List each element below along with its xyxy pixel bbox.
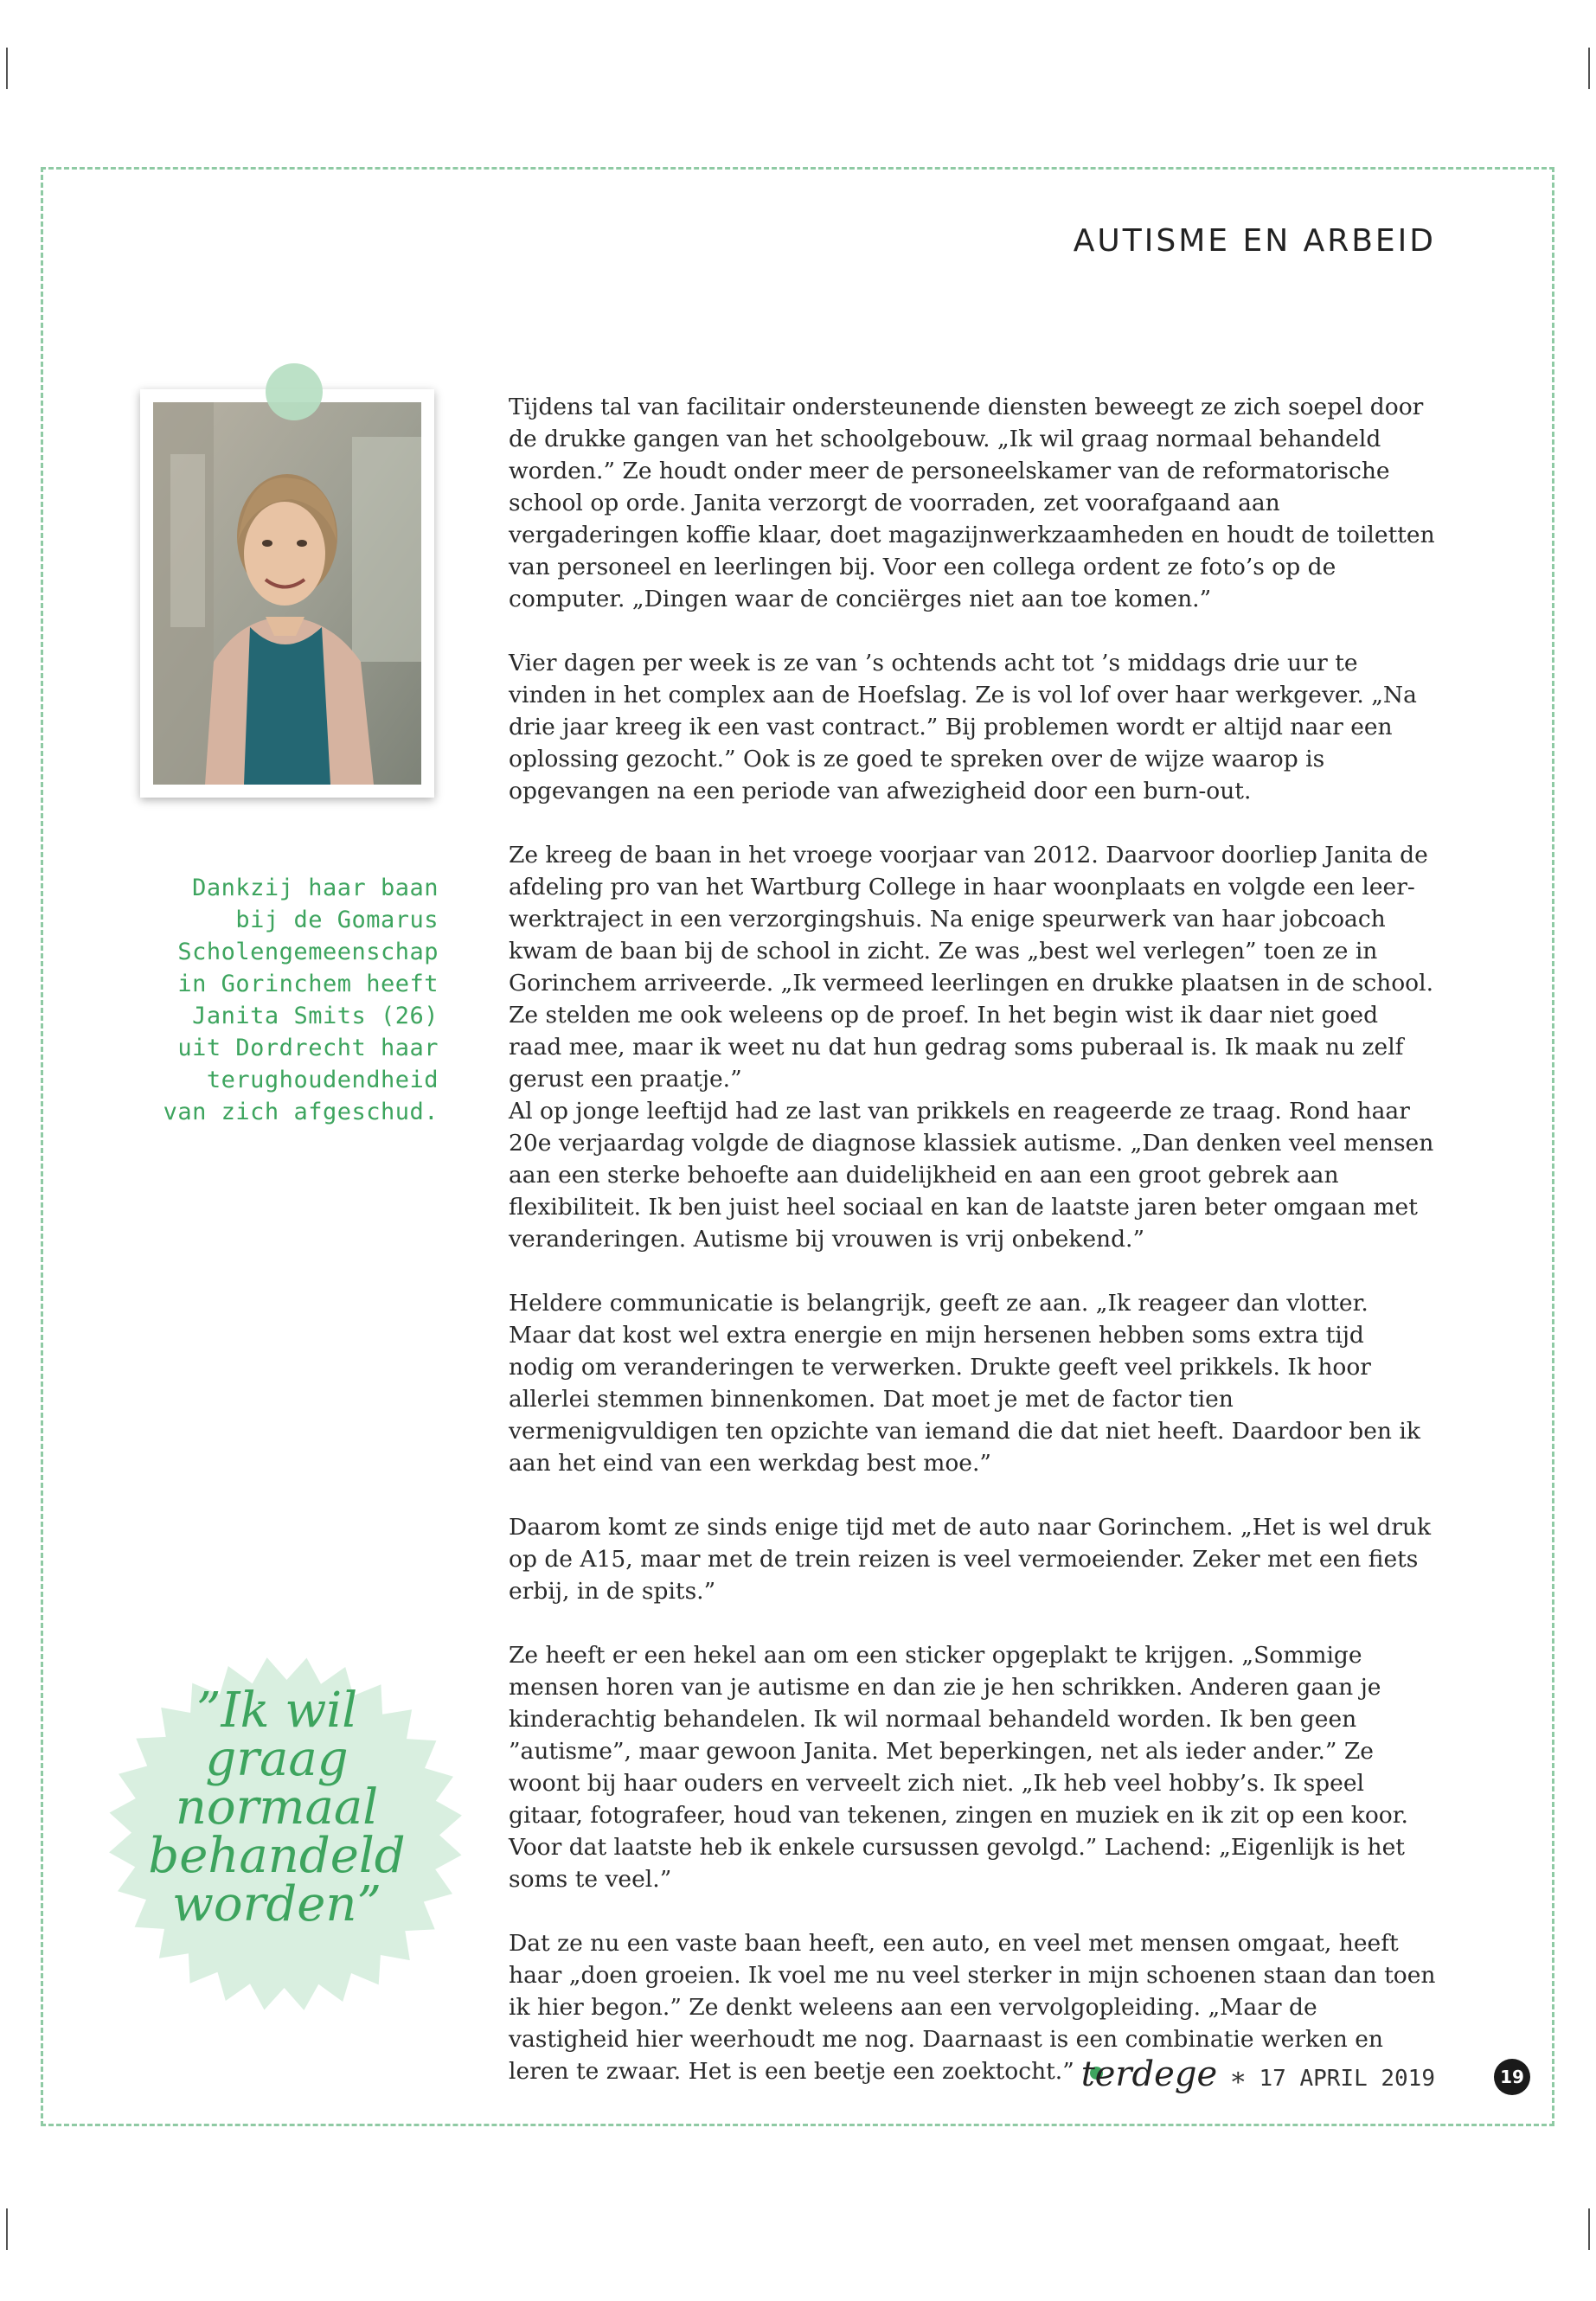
crop-mark-bottom-right	[1588, 2208, 1590, 2250]
portrait-image	[153, 402, 421, 785]
separator-star: ∗	[1229, 2062, 1247, 2093]
intro-line: Scholengemeenschap	[177, 939, 439, 965]
issue-date: 17 APRIL 2019	[1259, 2066, 1435, 2092]
intro-line: Dankzij haar baan	[192, 875, 439, 901]
pull-quote-line: behandeld	[148, 1828, 406, 1884]
page-number: 19	[1494, 2059, 1530, 2095]
intro-text	[149, 872, 439, 1128]
intro-line: uit Dordrecht haar	[177, 1035, 439, 1061]
portrait-photo	[140, 389, 434, 798]
article-paragraph: Al op jonge leeftijd had ze last van prikkels en reageerde ze traag. Rond haar 20e verjaardag volgde de diagnose klassiek autisme. „Dan denken veel mensen aan een sterke behoefte aan duidelijkheid en aan een groot gebrek aan flexibiliteit. Ik ben juist heel sociaal en kan de laatste jaren beter omgaan met veranderingen. Autisme bij vrouwen is vrij onbekend.”	[509, 1098, 1434, 1253]
article-paragraph: Ze kreeg de baan in het vroege voorjaar van 2012. Daarvoor doorliep Janita de afdeling pro van het Wartburg College in haar woonplaats en volgde een leer-werktraject in een verzorgingshuis. Na enige speurwerk van haar jobcoach kwam de baan bij de school in zicht. Ze was „best wel verlegen” toen ze in Gorinchem arriveerde. „Ik vermeed leerlingen en drukke plaatsen in de school. Ze stelden me ook weleens op de proef. In het begin wist ik daar niet goed raad mee, maar ik weet nu dat hun gedrag soms puberaal is. Ik maak nu zelf gerust een praatje.”	[509, 842, 1434, 1093]
article-body	[509, 391, 1436, 2087]
intro-line: Janita Smits (26)	[192, 1003, 439, 1029]
article-paragraph: Heldere communicatie is belangrijk, geeft ze aan. „Ik reageer dan vlotter. Maar dat kost wel extra energie en mijn hersenen hebben soms extra tijd nodig om veranderingen te verwerken. Drukte geeft veel prikkels. Ik hoor allerlei stemmen binnenkomen. Dat moet je met de factor tien vermenigvuldigen ten opzichte van iemand die dat niet heeft. Daardoor ben ik aan het eind van een werkdag best moe.”	[509, 1290, 1420, 1477]
footer	[1081, 2054, 1435, 2094]
crop-mark-top-right	[1588, 48, 1590, 89]
pull-quote-line: normaal	[175, 1779, 379, 1836]
article-paragraph-text: Dat ze nu een vaste baan heeft, een auto, en veel met mensen omgaat, heeft haar „doen groeien. Ik voel me nu veel sterker in mijn schoenen staan dan toen ik hier begon.” Ze denkt weleens aan een vervolgopleiding. „Maar de vastigheid hier weerhoudt me nog. Daarnaast is een combinatie werken en leren te zwaar. Het is een beetje een zoektocht.”	[509, 1930, 1436, 2085]
article-paragraph: Ze heeft er een hekel aan om een sticker opgeplakt te krijgen. „Sommige mensen horen van je autisme en dan zie je hen schrikken. Anderen gaan je kinderachtig behandelen. Ik wil normaal behandeld worden. Ik ben geen ”autisme”, maar gewoon Janita. Met beperkingen, net als ieder ander.” Ze woont bij haar ouders en verveelt zich niet. „Ik heb veel hobby’s. Ik speel gitaar, fotografeer, houd van tekenen, zingen en muziek en ik zit op een koor. Voor dat laatste heb ik enkele cursussen gevolgd.” Lachend: „Eigenlijk is het soms te veel.”	[509, 1642, 1408, 1893]
pull-quote-line: worden”	[171, 1876, 382, 1932]
intro-line: terughoudendheid	[206, 1067, 439, 1093]
photo-pin-dot	[266, 363, 323, 420]
intro-line: van zich afgeschud.	[163, 1099, 439, 1125]
article-paragraph: Tijdens tal van facilitair ondersteunende diensten beweegt ze zich soepel door de drukke gangen van het schoolgebouw. „Ik wil graag normaal behandeld worden.” Ze houdt onder meer de personeelskamer van de reformatorische school op orde. Janita verzorgt de voorraden, zet voorafgaand aan vergaderingen koffie klaar, doet magazijnwerkzaamheden en houdt de toiletten van personeel en leerlingen bij. Voor een collega ordent ze foto’s op de computer. „Dingen waar de conciërges niet aan toe komen.”	[509, 394, 1435, 612]
intro-line: in Gorinchem heeft	[177, 971, 439, 997]
magazine-logo: terdege	[1080, 2054, 1218, 2094]
intro-line: bij de Gomarus	[235, 907, 439, 933]
article-paragraph: Vier dagen per week is ze van ’s ochtends acht tot ’s middags drie uur te vinden in het complex aan de Hoefslag. Ze is vol lof over haar werkgever. „Na drie jaar kreeg ik een vast contract.” Bij problemen wordt er altijd naar een oplossing gezocht.” Ook is ze goed te spreken over de wijze waarop is opgevangen na een periode van afwezigheid door een burn-out.	[509, 650, 1417, 804]
section-title: AUTISME EN ARBEID	[1073, 223, 1436, 259]
crop-mark-top-left	[6, 48, 8, 89]
crop-mark-bottom-left	[6, 2208, 8, 2250]
pull-quote	[134, 1682, 420, 1932]
article-paragraph: Daarom komt ze sinds enige tijd met de auto naar Gorinchem. „Het is wel druk op de A15, maar met de trein reizen is veel vermoeiender. Zeker met een fiets erbij, in de spits.”	[509, 1514, 1432, 1605]
pull-quote-line: graag	[205, 1731, 349, 1787]
pull-quote-line: ”Ik wil	[195, 1682, 358, 1739]
